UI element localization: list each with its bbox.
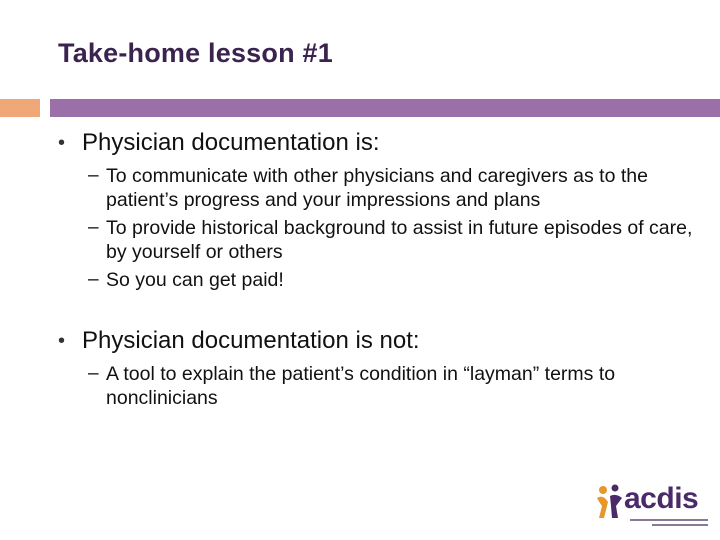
section-spacer: [58, 296, 698, 326]
bullet-2-text: Physician documentation is not:: [82, 327, 420, 354]
dash-marker: –: [88, 363, 99, 384]
subitem-2-1-text: A tool to explain the patient’s condition in “layman” terms to nonclinicians: [106, 363, 616, 409]
bullet-2-subitems: [88, 362, 698, 410]
bullet-section-2: [58, 326, 698, 410]
dash-marker: –: [88, 269, 99, 290]
subitem-1-2: [88, 216, 698, 264]
slide-title: Take-home lesson #1: [58, 38, 333, 68]
subitem-2-1: [88, 362, 698, 410]
bullet-marker: •: [58, 330, 66, 352]
dash-marker: –: [88, 165, 99, 186]
subitem-1-3-text: So you can get paid!: [106, 269, 284, 291]
bullet-2: [58, 326, 698, 356]
subitem-1-2-text: To provide historical background to assist in future episodes of care, by yourself or others: [106, 217, 693, 263]
subitem-1-3: [88, 268, 698, 292]
bullet-marker: •: [58, 132, 66, 154]
subitem-1-1-text: To communicate with other physicians and caregivers as to the patient’s progress and your impressions and plans: [106, 165, 648, 211]
dash-marker: –: [88, 217, 99, 238]
bullet-1: [58, 128, 698, 158]
bullet-section-1: [58, 128, 698, 292]
title-rule-accent: [0, 99, 40, 117]
acdis-logo: [594, 480, 712, 532]
bullet-1-text: Physician documentation is:: [82, 129, 380, 156]
slide-body: [58, 128, 698, 414]
title-rule-bar: [50, 99, 720, 117]
acdis-tagline-text: [630, 518, 710, 528]
subitem-1-1: [88, 164, 698, 212]
acdis-wordmark: acdis: [624, 482, 699, 515]
bullet-1-subitems: [88, 164, 698, 292]
